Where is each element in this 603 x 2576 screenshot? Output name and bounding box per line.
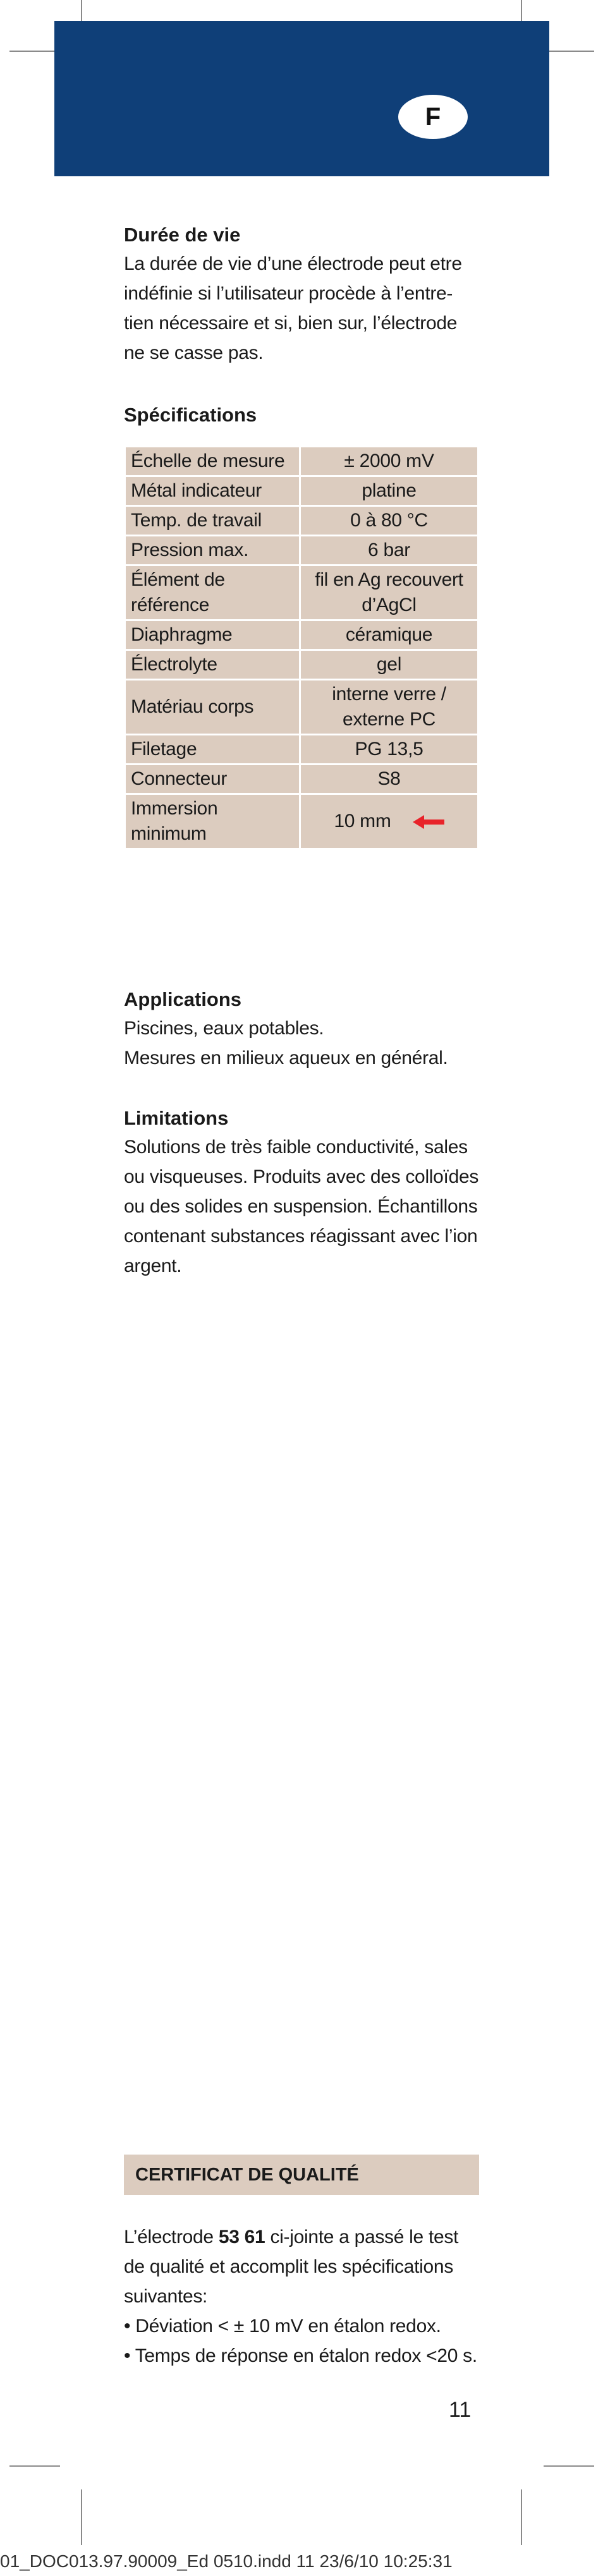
header-band [54,21,549,176]
crop-mark [521,2489,522,2545]
crop-mark [544,2465,594,2467]
section-title: Applications [124,988,242,1010]
spec-value: platine [300,476,478,506]
section-limitations [124,1104,479,1281]
spec-value: interne verre / externe PC [300,680,478,735]
page-number: 11 [449,2398,472,2422]
table-row [125,506,478,536]
paragraph-line: Mesures en milieux aqueux en général. [124,1048,448,1068]
crop-mark [81,2489,82,2545]
paragraph-line: suivantes: [124,2286,208,2307]
spec-value-cell [300,794,478,849]
crop-mark [9,51,60,52]
crop-mark [544,51,594,52]
arrow-left-icon [413,815,444,829]
paragraph-line: contenant substances réagissant avec l’ion [124,1226,478,1247]
table-row [125,536,478,565]
section-title: Spécifications [124,404,257,426]
paragraph-line: argent. [124,1255,182,1276]
table-row [125,476,478,506]
spec-label: Échelle de mesure [125,447,300,476]
table-row [125,765,478,794]
paragraph-line: de qualité et accomplit les spécifications [124,2256,454,2277]
spec-label: Pression max. [125,536,300,565]
section-certificat [124,2222,479,2371]
spec-value: céramique [300,620,478,650]
table-row [125,565,478,620]
section-title: Limitations [124,1107,229,1129]
certificate-heading: CERTIFICAT DE QUALITÉ [124,2155,479,2195]
spec-label: Électrolyte [125,650,300,680]
spec-label: Métal indicateur [125,476,300,506]
spec-label: Élément de référence [125,565,300,620]
table-row [125,680,478,735]
table-row [125,650,478,680]
bullet-item: • Déviation < ± 10 mV en étalon redox. [124,2316,441,2337]
table-row [125,620,478,650]
spec-value: S8 [300,765,478,794]
spec-value: gel [300,650,478,680]
section-applications [124,986,479,1073]
spec-label: Filetage [125,735,300,765]
certificate-intro [124,2222,479,2252]
table-row [125,794,478,849]
spec-label: Connecteur [125,765,300,794]
paragraph-line: ne se casse pas. [124,342,264,363]
spec-label: Immersion minimum [125,794,300,849]
paragraph-line: Solutions de très faible conductivité, sales [124,1137,468,1158]
spec-value: fil en Ag recouvert d’AgCl [300,565,478,620]
section-title: Durée de vie [124,224,241,246]
paragraph-line: Piscines, eaux potables. [124,1018,324,1039]
section-duree [124,221,479,368]
paragraph-line: indéfinie si l’utilisateur procède à l’entre- [124,283,453,304]
intro-text: L’électrode [124,2227,219,2247]
spec-value: 6 bar [300,536,478,565]
specifications-table [124,445,479,850]
spec-label: Temp. de travail [125,506,300,536]
paragraph-line: tien nécessaire et si, bien sur, l’électrode [124,313,458,334]
spec-value: ± 2000 mV [300,447,478,476]
print-slug: 01_DOC013.97.90009_Ed 0510.indd 11 23/6/10 10:25:31 [0,2551,453,2571]
spec-value: PG 13,5 [300,735,478,765]
intro-text: ci-jointe a passé le test [265,2227,459,2247]
crop-mark [9,2465,60,2467]
paragraph-line: ou visqueuses. Produits avec des colloïdes [124,1166,479,1187]
bullet-item: • Temps de réponse en étalon redox <20 s. [124,2345,477,2366]
table-row [125,447,478,476]
paragraph-line: ou des solides en suspension. Échantillons [124,1196,478,1217]
spec-label: Diaphragme [125,620,300,650]
language-badge: F [398,95,468,139]
spec-label: Matériau corps [125,680,300,735]
model-number: 53 61 [218,2227,265,2247]
spec-value: 0 à 80 °C [300,506,478,536]
table-row [125,735,478,765]
spec-value: 10 mm [334,811,391,831]
paragraph-line: La durée de vie d’une électrode peut etre [124,253,462,274]
section-specs [124,401,479,429]
